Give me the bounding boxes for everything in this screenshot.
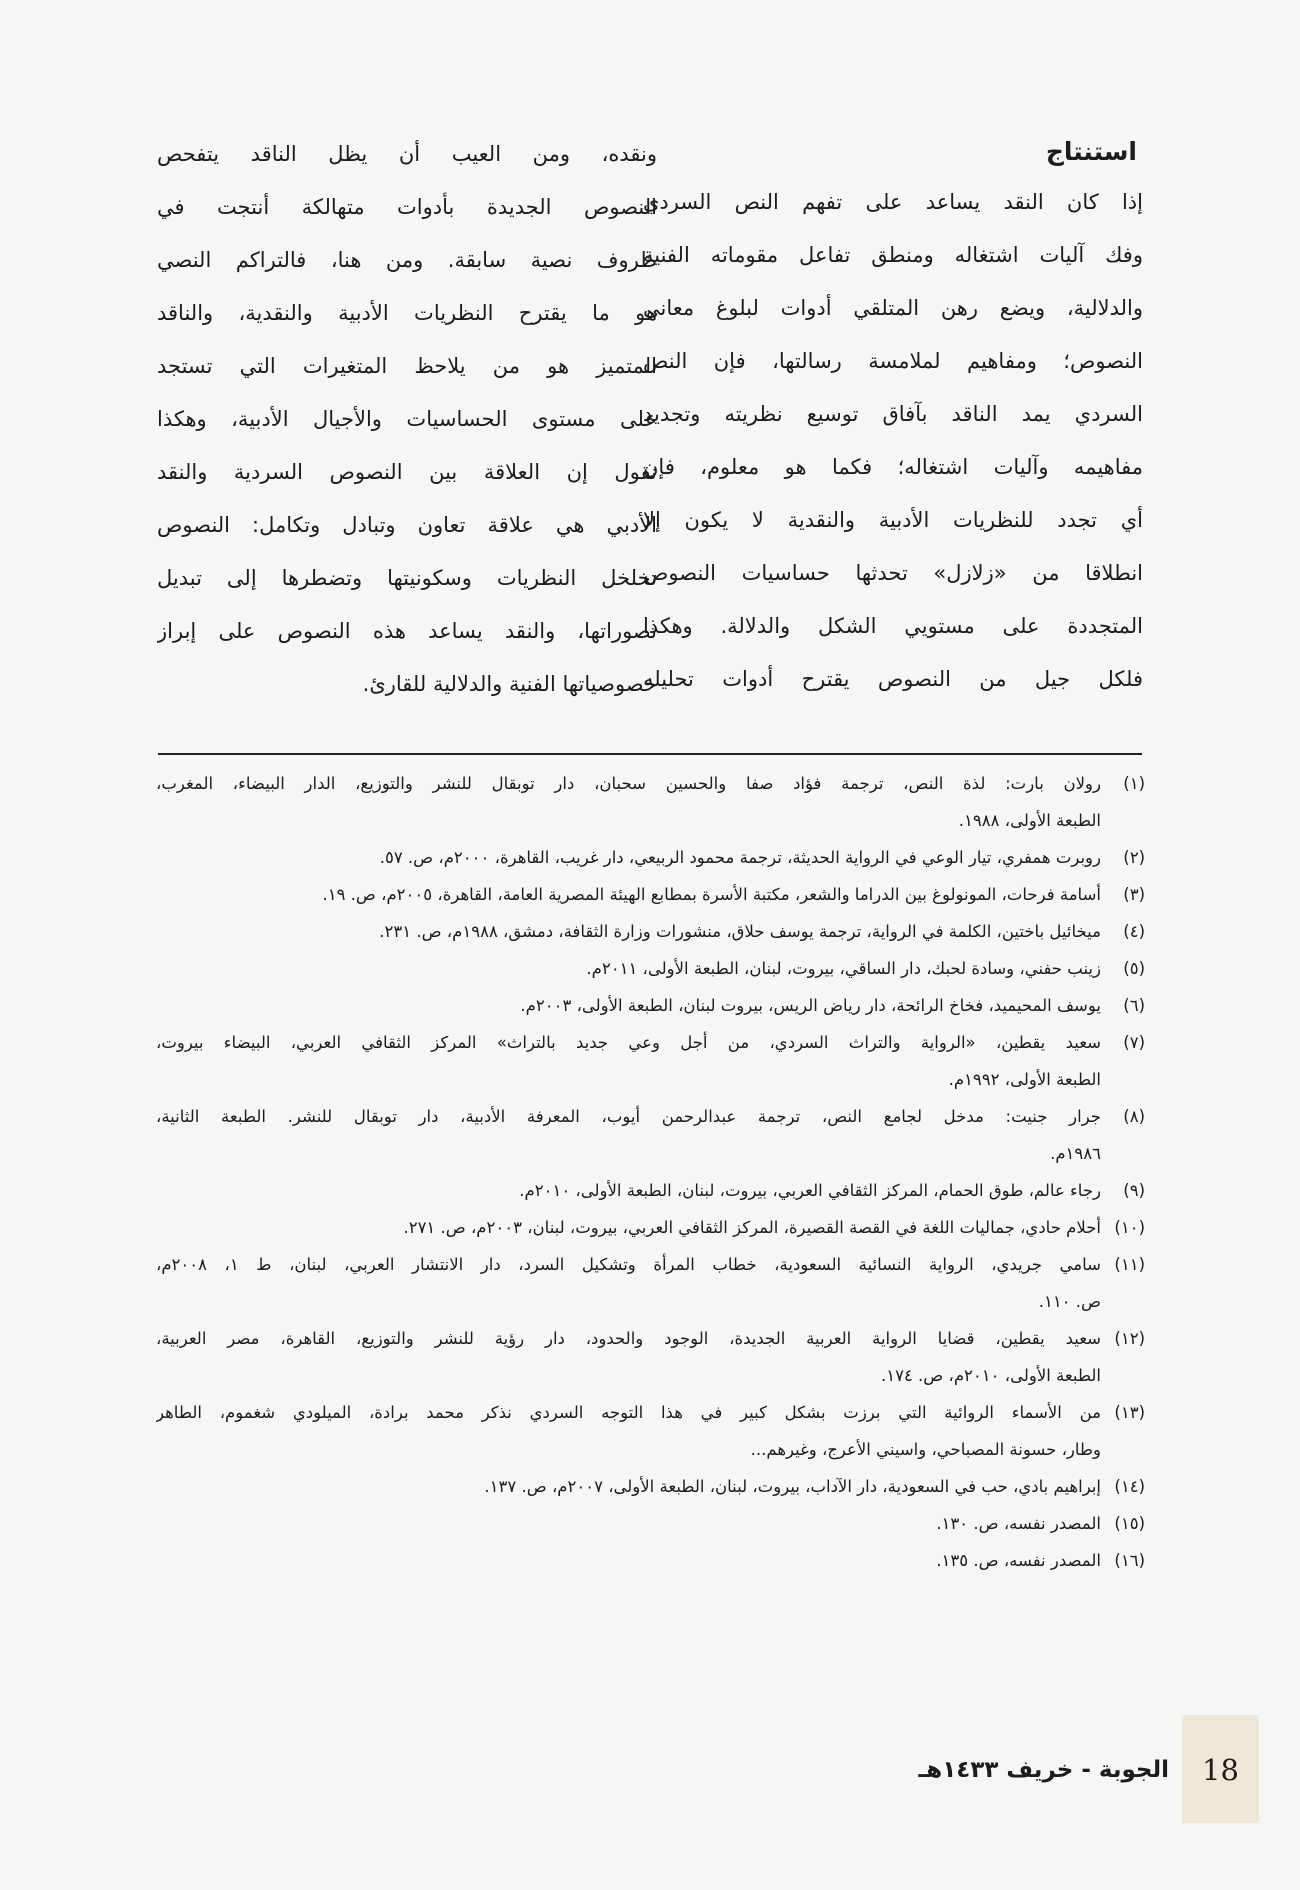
- footnote: [156, 1098, 1145, 1172]
- footnote-number: (٢): [1123, 848, 1145, 867]
- footnote: [156, 950, 1145, 987]
- footnote-number: (٨): [1123, 1107, 1145, 1126]
- footnote-number: (١٤): [1114, 1477, 1145, 1496]
- article-column-right: [643, 128, 1143, 706]
- footnote: [156, 1468, 1145, 1505]
- footnotes-list: [156, 765, 1145, 1579]
- footnote-number: (١٠): [1114, 1218, 1145, 1237]
- footnote: [156, 1542, 1145, 1579]
- paragraph-line: ظروف نصية سابقة. ومن هنا، فالتراكم النصي: [157, 248, 657, 272]
- footnote-text: وطار، حسونة المصباحي، واسيني الأعرج، وغيرهم...: [750, 1440, 1101, 1459]
- article-column-left: [157, 128, 657, 711]
- footnote: [156, 1320, 1145, 1394]
- paragraph-line: النصوص الجديدة بأدوات متهالكة أنتجت في: [157, 195, 657, 219]
- paragraph-line: هو ما يقترح النظريات الأدبية والنقدية، والناقد: [157, 301, 657, 325]
- footnote-number: (١٦): [1114, 1551, 1145, 1570]
- footnotes-divider: [158, 753, 1142, 755]
- footnote-number: (٩): [1123, 1181, 1145, 1200]
- footnote: [156, 765, 1145, 839]
- footnote-number: (٣): [1123, 885, 1145, 904]
- section-heading: استنتاج: [1045, 137, 1137, 166]
- footnote: [156, 913, 1145, 950]
- paragraph-line: تصوراتها، والنقد يساعد هذه النصوص على إبراز: [157, 619, 657, 643]
- footnote-text: إبراهيم بادي، حب في السعودية، دار الآداب، بيروت، لبنان، الطبعة الأولى، ٢٠٠٧م، ص. ١٣٧.: [484, 1477, 1101, 1496]
- footnote-text: من الأسماء الروائية التي برزت بشكل كبير في هذا التوجه السردي نذكر محمد برادة، الميلودي شغموم، الطاهر: [156, 1403, 1101, 1422]
- footnote-text: ١٩٨٦م.: [1050, 1144, 1101, 1163]
- footnote-text: زينب حفني، وسادة لحبك، دار الساقي، بيروت، لبنان، الطبعة الأولى، ٢٠١١م.: [586, 959, 1101, 978]
- footnote-text: أحلام حادي، جماليات اللغة في القصة القصيرة، المركز الثقافي العربي، بيروت، لبنان، ٢٠٠٣م، ص. ٢٧١.: [403, 1218, 1101, 1237]
- footnote-number: (١١): [1114, 1255, 1145, 1274]
- paragraph-line: على مستوى الحساسيات والأجيال الأدبية، وهكذا: [157, 407, 657, 431]
- footnote-text: الطبعة الأولى، ٢٠١٠م، ص. ١٧٤.: [880, 1366, 1101, 1385]
- paragraph-line: ونقده، ومن العيب أن يظل الناقد يتفحص: [157, 142, 657, 166]
- paragraph-line: إذا كان النقد يساعد على تفهم النص السردي: [643, 190, 1143, 214]
- footnote-text: رولان بارت: لذة النص، ترجمة فؤاد صفا والحسين سحبان، دار توبقال للنشر والتوزيع، الدار البيضاء، المغرب،: [156, 774, 1101, 793]
- footnote-text: أسامة فرحات، المونولوغ بين الدراما والشعر، مكتبة الأسرة بمطابع الهيئة المصرية العامة، القاهرة، ٢٠٠٥م، ص. ١٩.: [322, 885, 1101, 904]
- paragraph-line: وفك آليات اشتغاله ومنطق تفاعل مقوماته الفنية: [643, 243, 1143, 267]
- footnote-text: سعيد يقطين، «الرواية والتراث السردي، من أجل وعي جديد بالتراث» المركز الثقافي العربي، البيضاء بيروت،: [156, 1033, 1101, 1052]
- footnote: [156, 876, 1145, 913]
- footnote-number: (١٣): [1114, 1403, 1145, 1422]
- footnote-text: الطبعة الأولى، ١٩٩٢م.: [948, 1070, 1101, 1089]
- paragraph-line: المتميز هو من يلاحظ المتغيرات التي تستجد: [157, 354, 657, 378]
- footnote-text: يوسف المحيميد، فخاخ الرائحة، دار رياض الريس، بيروت لبنان، الطبعة الأولى، ٢٠٠٣م.: [520, 996, 1101, 1015]
- paragraph-line: السردي يمد الناقد بآفاق توسيع نظريته وتجديد: [643, 402, 1143, 426]
- page-number: 18: [1202, 1753, 1239, 1787]
- footnote-text: الطبعة الأولى، ١٩٨٨.: [958, 811, 1101, 830]
- footnote-text: جرار جنيت: مدخل لجامع النص، ترجمة عبدالرحمن أيوب، المعرفة الأدبية، دار توبقال للنشر. الطبعة الثانية،: [156, 1107, 1101, 1126]
- footnote-number: (١٢): [1114, 1329, 1145, 1348]
- footnote-text: المصدر نفسه، ص. ١٣٥.: [936, 1551, 1101, 1570]
- paragraph-line: الأدبي هي علاقة تعاون وتبادل وتكامل: النصوص: [157, 513, 657, 537]
- footnote: [156, 1209, 1145, 1246]
- paragraph-line: فلكل جيل من النصوص يقترح أدوات تحليله: [643, 667, 1143, 691]
- footnote: [156, 1394, 1145, 1468]
- footnote: [156, 1172, 1145, 1209]
- paragraph-line: تخلخل النظريات وسكونيتها وتضطرها إلى تبديل: [157, 566, 657, 590]
- footnote: [156, 1024, 1145, 1098]
- paragraph-line: النصوص؛ ومفاهيم لملامسة رسالتها، فإن النص: [643, 349, 1143, 373]
- footnote: [156, 839, 1145, 876]
- paragraph-line: انطلاقا من «زلازل» تحدثها حساسيات النصوص: [643, 561, 1143, 585]
- footnote-number: (١): [1123, 774, 1145, 793]
- magazine-issue-title: الجوبة - خريف ١٤٣٣هـ: [918, 1757, 1169, 1783]
- paragraph-line: والدلالية، ويضع رهن المتلقي أدوات لبلوغ معاني: [643, 296, 1143, 320]
- footnote-text: سامي جريدي، الرواية النسائية السعودية، خطاب المرأة وتشكيل السرد، دار الانتشار العربي، لبنان، ط ١، ٢٠٠٨م،: [156, 1255, 1101, 1274]
- footnote-number: (١٥): [1114, 1514, 1145, 1533]
- footnote-number: (٥): [1123, 959, 1145, 978]
- paragraph-line: المتجددة على مستويي الشكل والدلالة. وهكذا: [643, 614, 1143, 638]
- footnote: [156, 987, 1145, 1024]
- paragraph-line: مفاهيمه وآليات اشتغاله؛ فكما هو معلوم، فإن: [643, 455, 1143, 479]
- paragraph-line: أي تجدد للنظريات الأدبية والنقدية لا يكون إلا: [643, 508, 1143, 532]
- paragraph-line: نقول إن العلاقة بين النصوص السردية والنقد: [157, 460, 657, 484]
- footnote-text: رجاء عالم، طوق الحمام، المركز الثقافي العربي، بيروت، لبنان، الطبعة الأولى، ٢٠١٠م.: [519, 1181, 1101, 1200]
- footnote-text: المصدر نفسه، ص. ١٣٠.: [936, 1514, 1101, 1533]
- footnote: [156, 1246, 1145, 1320]
- footnote-text: روبرت همفري، تيار الوعي في الرواية الحديثة، ترجمة محمود الربيعي، دار غريب، القاهرة، ٢٠٠٠م، ص. ٥٧.: [379, 848, 1101, 867]
- footnote-number: (٧): [1123, 1033, 1145, 1052]
- footnote-text: سعيد يقطين، قضايا الرواية العربية الجديدة، الوجود والحدود، دار رؤية للنشر والتوزيع، القاهرة، مصر العربية،: [156, 1329, 1101, 1348]
- paragraph-line: خصوصياتها الفنية والدلالية للقارئ.: [362, 672, 657, 696]
- footnote-text: ص. ١١٠.: [1038, 1292, 1101, 1311]
- footnote-number: (٤): [1123, 922, 1145, 941]
- footnote-text: ميخائيل باختين، الكلمة في الرواية، ترجمة يوسف حلاق، منشورات وزارة الثقافة، دمشق، ١٩٨٨م، ص. ٢٣١.: [379, 922, 1101, 941]
- footnote-number: (٦): [1123, 996, 1145, 1015]
- footnote: [156, 1505, 1145, 1542]
